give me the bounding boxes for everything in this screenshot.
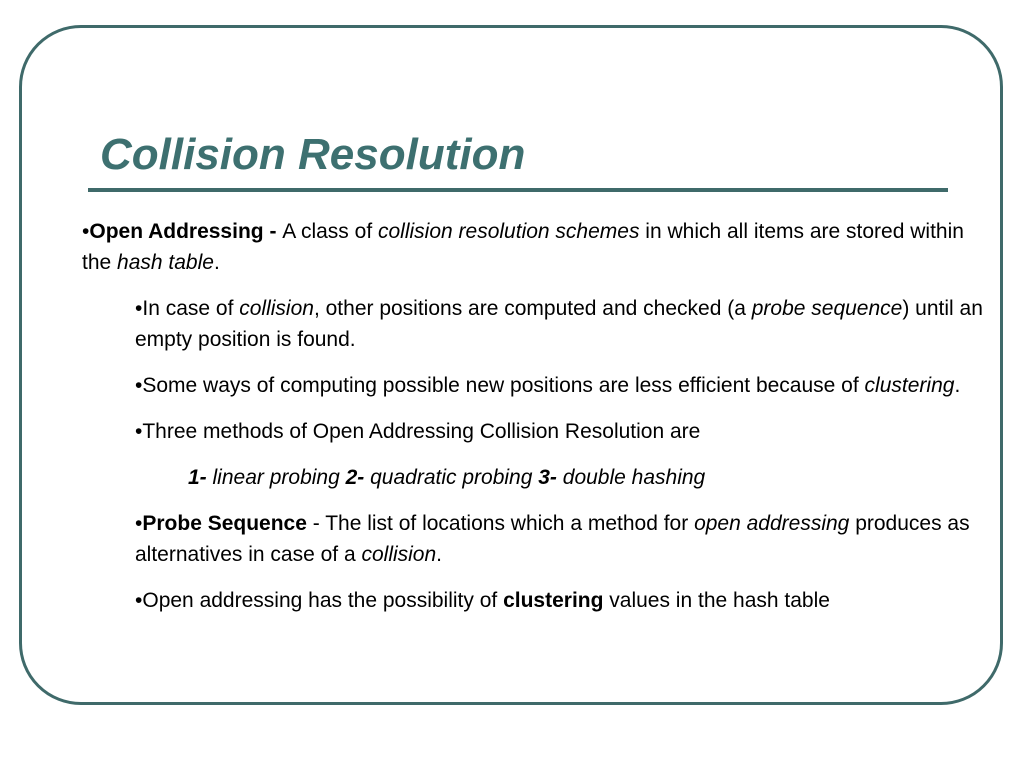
term-open-addressing: Open Addressing - <box>89 220 283 243</box>
text: in which all items are stored within the <box>82 220 964 274</box>
bullet-clustering-possibility <box>82 585 997 616</box>
text: . <box>213 251 220 274</box>
text: Open addressing has the possibility of <box>142 589 504 612</box>
bullet-mark: • <box>135 512 143 535</box>
text: ) until an empty position is found. <box>135 297 983 351</box>
text: - The list of locations which a method for <box>306 512 695 535</box>
text: Three methods of Open Addressing Collision Resolution are <box>142 420 701 443</box>
bullet-mark: • <box>135 420 143 443</box>
slide-title: Collision Resolution <box>100 130 526 179</box>
text: . <box>436 543 443 566</box>
text: , other positions are computed and checked (a <box>313 297 752 320</box>
methods-list <box>82 462 997 493</box>
emphasis: open addressing <box>694 512 850 535</box>
method-name: quadratic probing <box>370 466 539 489</box>
bullet-probe-sequence <box>82 508 997 570</box>
method-name: linear probing <box>212 466 346 489</box>
text: Some ways of computing possible new positions are less efficient because of <box>142 374 865 397</box>
bullet-mark: • <box>135 297 143 320</box>
method-number: 3- <box>538 466 563 489</box>
emphasis: clustering <box>864 374 955 397</box>
emphasis: probe sequence <box>751 297 903 320</box>
strong-term: clustering <box>503 589 604 612</box>
text: A class of <box>282 220 378 243</box>
bullet-mark: • <box>135 589 143 612</box>
text: values in the hash table <box>603 589 830 612</box>
emphasis: collision resolution schemes <box>378 220 640 243</box>
emphasis: collision <box>239 297 314 320</box>
method-number: 2- <box>345 466 371 489</box>
term-probe-sequence: Probe Sequence <box>142 512 307 535</box>
bullet-collision-case <box>82 293 997 355</box>
emphasis: hash table <box>117 251 214 274</box>
text: . <box>954 374 961 397</box>
emphasis: collision <box>361 543 437 566</box>
bullet-three-methods <box>82 416 997 447</box>
bullet-mark: • <box>135 374 143 397</box>
bullet-mark: • <box>82 220 90 243</box>
method-name: double hashing <box>562 466 706 489</box>
text: In case of <box>142 297 240 320</box>
text: produces as alternatives in case of a <box>135 512 970 566</box>
method-number: 1- <box>188 466 213 489</box>
bullet-clustering <box>82 370 997 401</box>
title-underline <box>88 188 948 192</box>
slide-content <box>82 216 997 631</box>
bullet-open-addressing <box>82 216 997 278</box>
